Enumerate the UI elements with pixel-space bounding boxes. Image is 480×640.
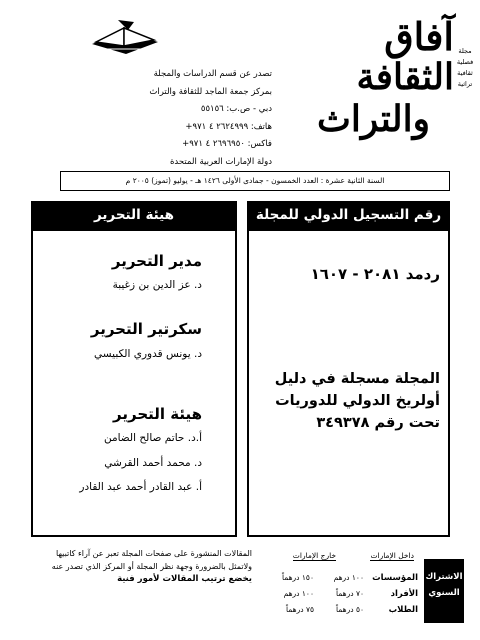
publisher-fax: فاكس: ٢٦٩٦٩٥٠ ٤ ٩٧١+ [182, 139, 272, 149]
price-inside: ٥٠ درهماً [336, 605, 364, 614]
issn-number: ردمد ٢٠٨١ - ١٦٠٧ [310, 265, 440, 283]
category-students: الطلاب [388, 605, 418, 615]
column-header-inside: داخل الإمارات [370, 551, 414, 560]
subscription-label-line: السنوي [428, 588, 460, 598]
registration-header: رقم التسجيل الدولي للمجلة [247, 201, 450, 229]
registration-line: المجلة مسجلة في دليل [274, 371, 440, 387]
publisher-info [82, 66, 272, 171]
editorial-board-header: هيئة التحرير [31, 201, 237, 229]
annual-subscription-label [424, 559, 464, 623]
price-outside: ١٠٠ درهم [283, 589, 314, 598]
masthead-line-2: الثقافة [356, 56, 454, 98]
publisher-phone: هاتف: ٢٦٢٤٩٩٩ ٤ ٩٧١+ [185, 121, 272, 132]
disclaimer-line: ولاتمثل بالضرورة وجهة نظر المجلة أو المركز الذي تصدر عنه [51, 562, 252, 571]
registration-line: أولريخ الدولي للدوريات [275, 393, 440, 409]
subscription-label-line: الاشتراك [425, 572, 463, 582]
publisher-country: دولة الإمارات العربية المتحدة [169, 156, 272, 167]
role-editorial-board: هيئة التحرير [113, 405, 202, 423]
price-outside: ١٥٠ درهماً [281, 573, 314, 582]
category-institutions: المؤسسات [372, 573, 418, 583]
price-outside: ٧٥ درهماً [286, 605, 314, 614]
registration-line: تحت رقم ٣٤٩٣٧٨ [316, 415, 440, 431]
role-managing-editor: مدير التحرير [111, 252, 202, 270]
disclaimer-line: يخضع ترتيب المقالات لأمور فنية [117, 574, 252, 584]
publisher-line: تصدر عن قسم الدراسات والمجلة [153, 69, 272, 79]
column-header-outside: خارج الإمارات [292, 551, 336, 560]
person-name: أ. عبد القادر أحمد عبد القادر [79, 481, 202, 493]
descriptor-line: ثقافية [457, 69, 473, 77]
subscription-table [262, 551, 464, 631]
person-name: د. عز الدين بن زغيبة [112, 279, 202, 291]
price-inside: ٧٠ درهماً [336, 589, 364, 598]
publisher-address: دبي - ص.ب: ٥٥١٥٦ [200, 104, 272, 114]
person-name: د. محمد أحمد القرشي [104, 457, 202, 469]
journal-masthead [300, 8, 478, 148]
person-name: د. يونس قدوري الكبيسي [94, 348, 202, 360]
role-editorial-secretary: سكرتير التحرير [90, 320, 202, 338]
disclaimer-line: المقالات المنشورة على صفحات المجلة تعبر عن آراء كاتبيها [56, 549, 252, 558]
descriptor-line: فصلية [456, 58, 474, 66]
issue-info-bar: السنة الثانية عشرة : العدد الخمسون - جمادى الأولى ١٤٢٦ هـ - يوليو (تموز) ٢٠٠٥ م [60, 171, 450, 191]
masthead-line-1: آفاق [384, 14, 454, 59]
masthead-line-3: والتراث [317, 98, 430, 140]
descriptor-line: مجلة [458, 47, 472, 55]
masthead-descriptor [452, 46, 478, 90]
disclaimer-note [30, 547, 252, 586]
registration-statement [260, 368, 440, 434]
publisher-line: بمركز جمعة الماجد للثقافة والتراث [149, 86, 272, 97]
price-inside: ١٠٠ درهم [333, 573, 364, 582]
person-name: أ.د. حاتم صالح الضامن [103, 432, 202, 444]
publisher-logo [88, 18, 162, 56]
category-individuals: الأفراد [390, 589, 418, 599]
descriptor-line: تراثية [457, 80, 473, 88]
